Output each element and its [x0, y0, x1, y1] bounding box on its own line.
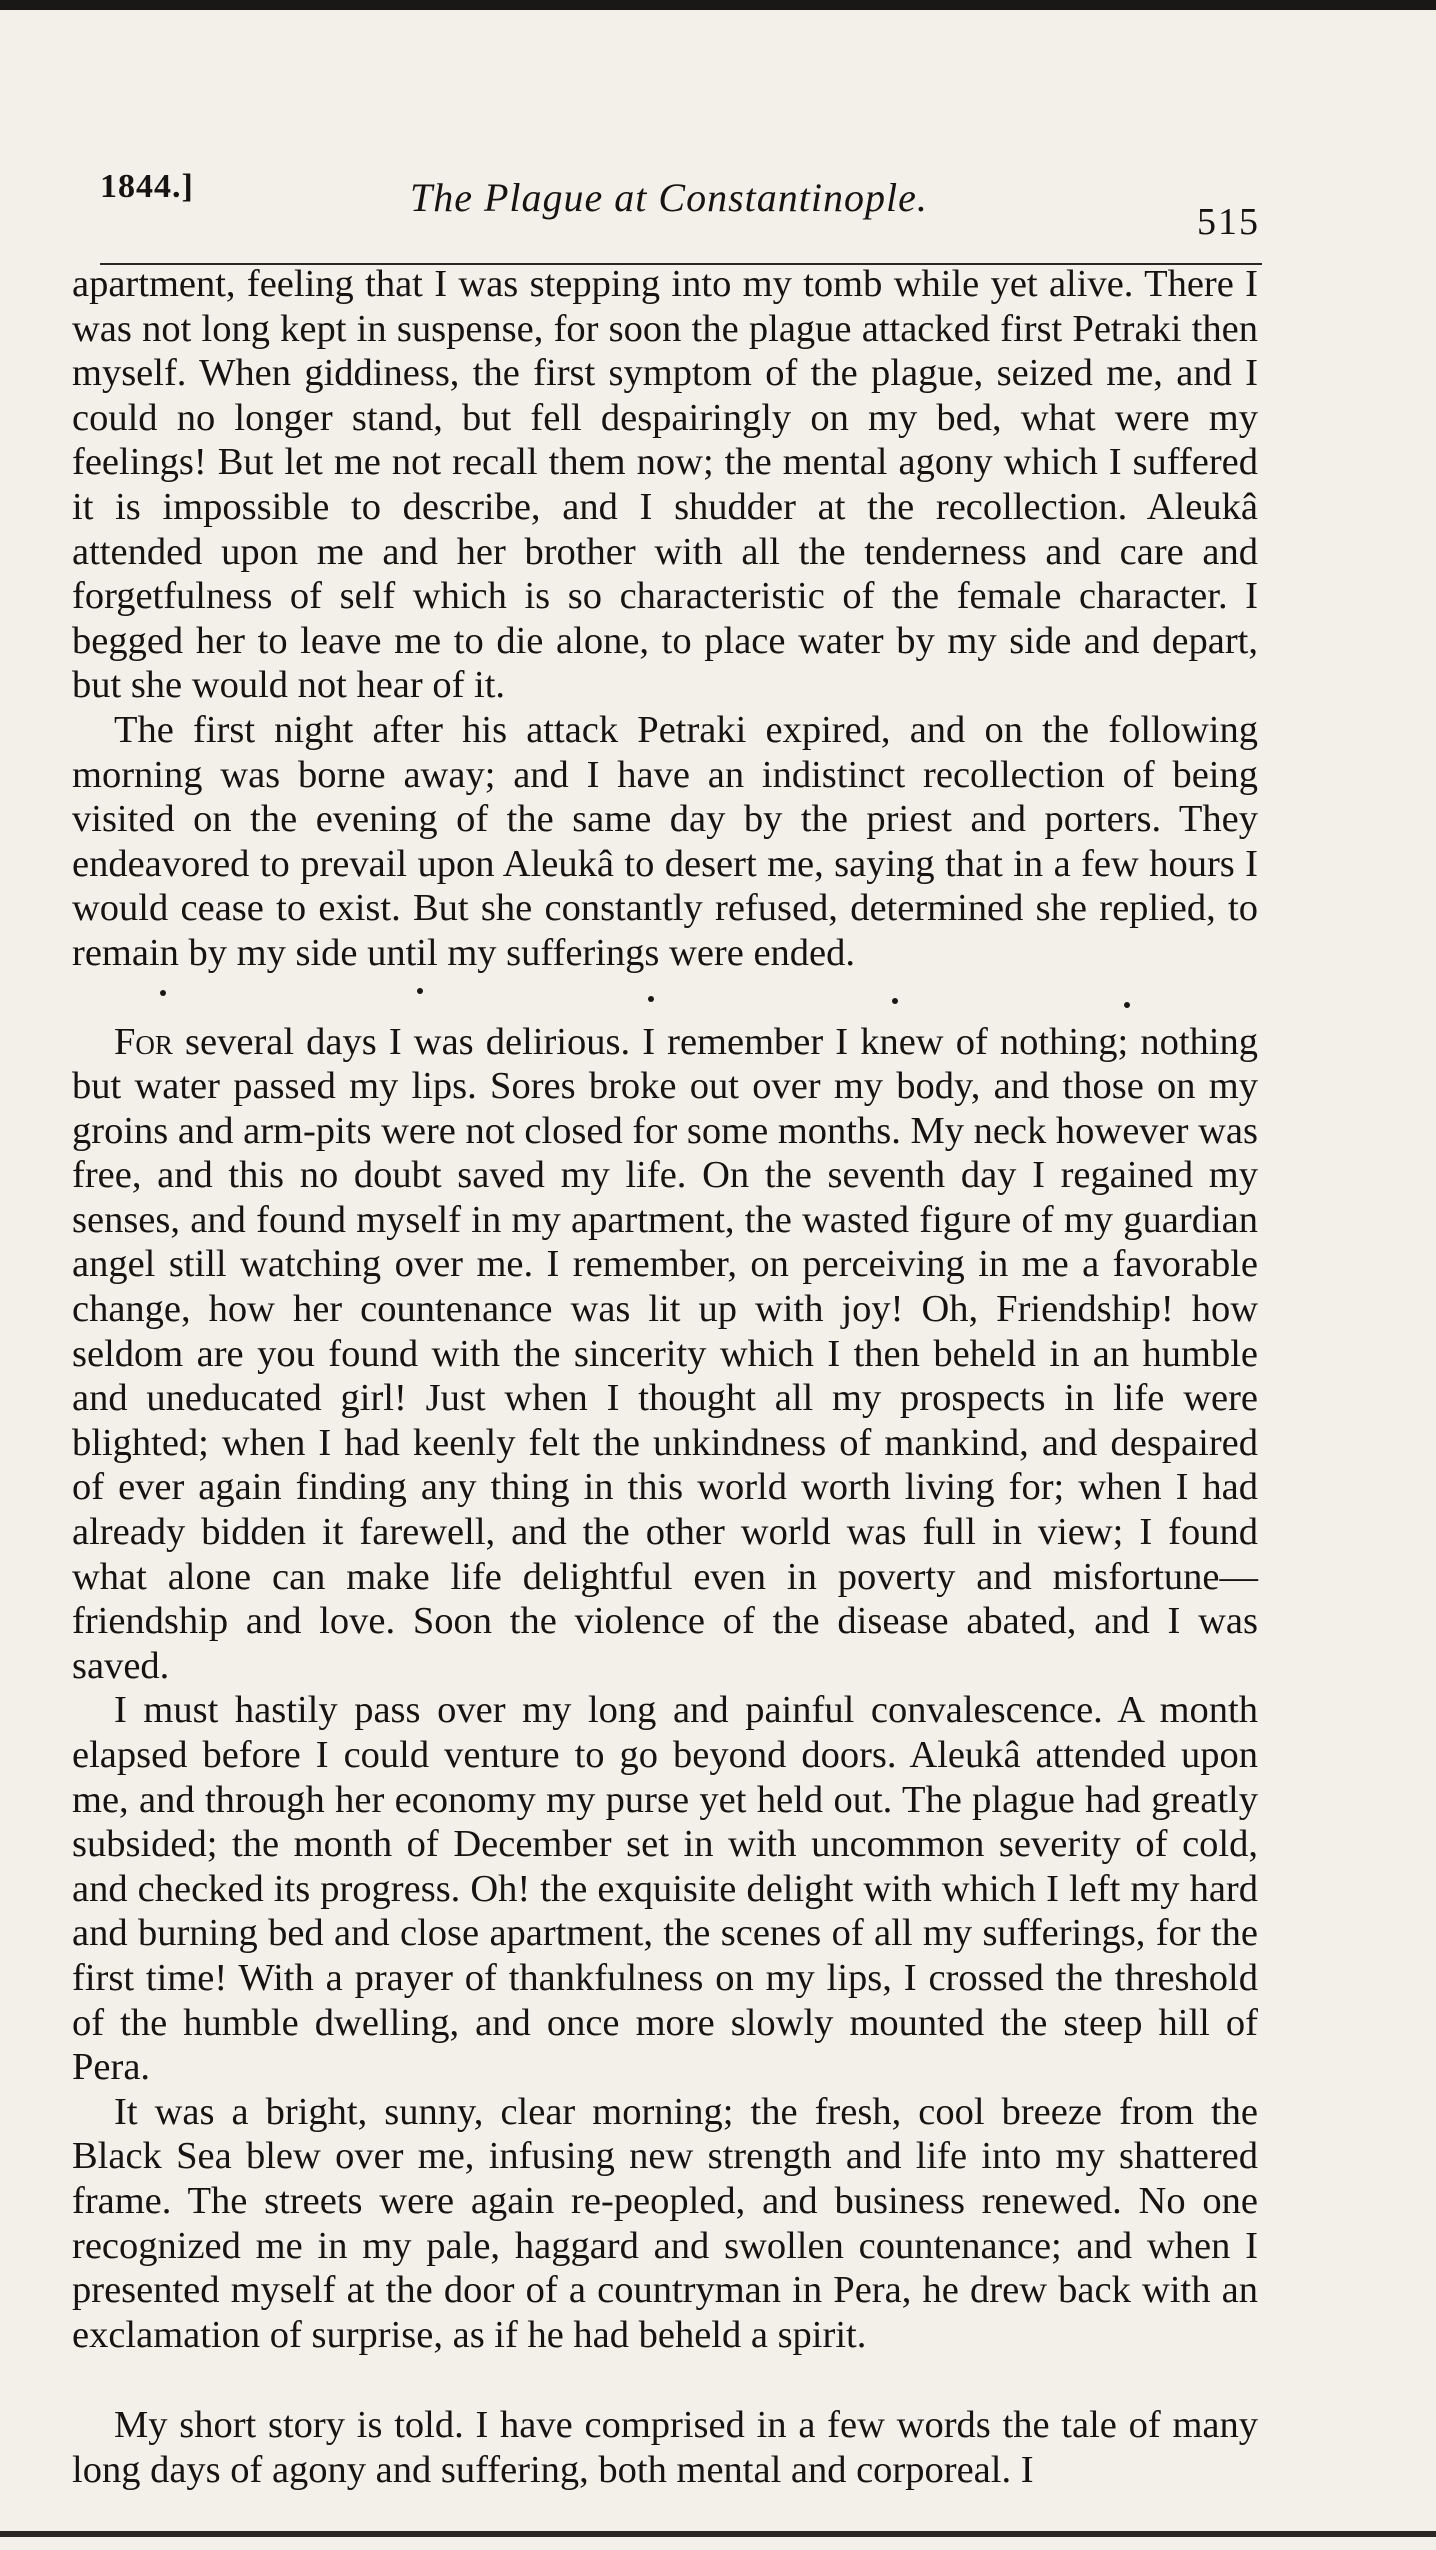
- paragraph: My short story is told. I have comprised in a few words the tale of many long days of agony and suffering, both mental and corporeal. I: [72, 2404, 1258, 2491]
- running-head: [100, 160, 1260, 243]
- section-break-dot: [160, 990, 166, 996]
- section-break-dot: [648, 996, 654, 1002]
- section-lead-word: For: [114, 1020, 173, 1063]
- page-bottom-edge: [0, 2528, 1436, 2540]
- paragraph-continued: apartment, feeling that I was stepping into my tomb while yet alive. There I was not long kept in suspense, for soon the plague attacked first Petraki then myself. When giddiness, the first symptom of the plague, seized me, and I could no longer stand, but fell despairingly on my bed, what were my feelings! But let me not recall them now; the mental agony which I suffered it is impossible to describe, and I shudder at the recollection. Aleukâ attended upon me and her brother with all the tenderness and care and forgetfulness of self which is so characteristic of the female character. I begged her to leave me to die alone, to place water by my side and depart, but she would not hear of it.: [72, 263, 1258, 707]
- body-text: [72, 262, 1258, 2493]
- section-break-dot: [417, 988, 423, 994]
- section-break-dot: [892, 998, 898, 1004]
- paragraph: I must hastily pass over my long and painful convalescence. A month elapsed before I could venture to go beyond doors. Aleukâ attended upon me, and through her economy my purse yet held out. The plague had greatly subsided; the month of December set in with uncommon severity of cold, and checked its progress. Oh! the exquisite delight with which I left my hard and burning bed and close apartment, the scenes of all my sufferings, for the first time! With a prayer of thankfulness on my lips, I crossed the threshold of the humble dwelling, and once more slowly mounted the steep hill of Pera.: [72, 1689, 1258, 2089]
- running-head-year: 1844.]: [100, 168, 194, 205]
- section-break-dots: [72, 976, 1258, 1006]
- paragraph: The first night after his attack Petraki expired, and on the following morning was borne away; and I have an indistinct recollection of being visited on the evening of the same day by the priest and porters. They endeavored to prevail upon Aleukâ to desert me, saying that in a few hours I would cease to exist. But she constantly refused, determined she replied, to remain by my side until my sufferings were ended.: [72, 708, 1258, 974]
- running-head-title: The Plague at Constantinople.: [410, 175, 928, 220]
- page-number: 515: [1197, 201, 1260, 243]
- page-top-edge: [0, 0, 1436, 10]
- section-break-dot: [1124, 1002, 1130, 1008]
- paragraph: [72, 1020, 1258, 1689]
- paragraph: It was a bright, sunny, clear morning; the fresh, cool breeze from the Black Sea blew over me, infusing new strength and life into my shattered frame. The streets were again re-peopled, and business renewed. No one recognized me in my pale, haggard and swollen countenance; and when I presented myself at the door of a countryman in Pera, he drew back with an exclamation of surprise, as if he had beheld a spirit.: [72, 2090, 1258, 2356]
- paragraph-text: several days I was delirious. I remember I knew of nothing; nothing but water passed my lips. Sores broke out over my body, and those on my groins and arm-pits were not closed for some months. My neck however was free, and this no doubt saved my life. On the seventh day I regained my senses, and found myself in my apartment, the wasted figure of my guardian angel still watching over me. I remember, on perceiving in me a favorable change, how her countenance was lit up with joy! Oh, Friendship! how seldom are you found with the sincerity which I then beheld in an humble and uneducated girl! Just when I thought all my prospects in life were blighted; when I had keenly felt the unkindness of mankind, and despaired of ever again finding any thing in this world worth living for; when I had already bidden it farewell, and the other world was full in view; I found what alone can make life delightful even in poverty and misfortune—friendship and love. Soon the violence of the disease abated, and I was saved.: [72, 1020, 1258, 1687]
